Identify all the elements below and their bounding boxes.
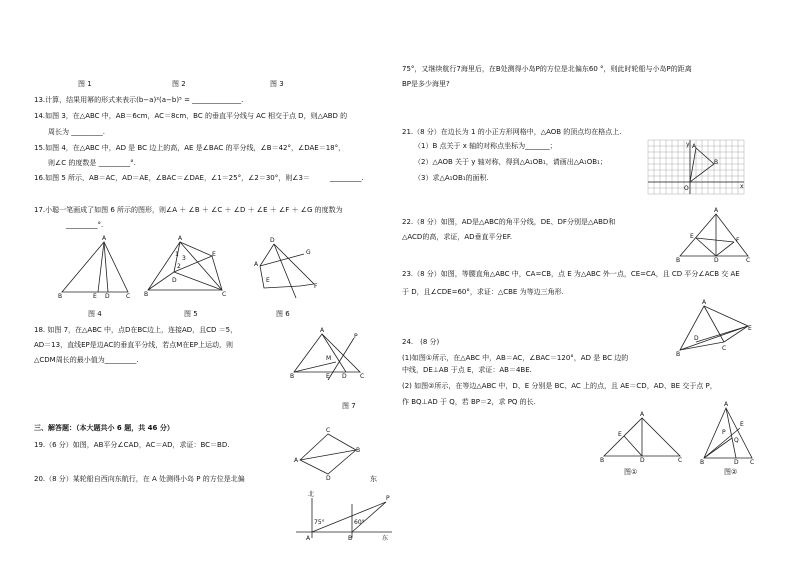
svg-text:E: E (212, 251, 216, 258)
svg-text:D: D (734, 459, 739, 466)
fig4-label: 图 4 (88, 310, 102, 318)
svg-text:F: F (314, 283, 318, 290)
question-16-blank: _________. (330, 174, 364, 182)
svg-text:B: B (600, 457, 605, 464)
fig1-label: 图 1 (78, 80, 92, 88)
question-20-cont2: BP是多少海里? (402, 80, 450, 88)
svg-text:M: M (326, 355, 332, 362)
fig3-label: 图 3 (270, 80, 284, 88)
question-23-line1: 23.（8 分）如图，等腰直角△ABC 中，CA=CB，点 E 为△ABC 外一点，CE=CA，且 CD 平分∠ACB 交 AE (402, 270, 740, 278)
svg-text:C: C (678, 457, 683, 464)
figure-6 (252, 238, 322, 300)
svg-text:P: P (386, 495, 390, 502)
svg-text:A: A (254, 261, 259, 268)
svg-text:A: A (702, 299, 707, 306)
question-20-east: 东 (370, 475, 377, 483)
question-24-part2-line2: 作 BQ⊥AD 于 Q，若 BP＝2，求 PQ 的长. (402, 398, 536, 406)
question-17-line1: 17.小聪一笔画成了如图 6 所示的图形，则∠A ＋ ∠B ＋ ∠C ＋ ∠D ＋ ∠E ＋ ∠F ＋ ∠G 的度数为 (34, 206, 343, 214)
svg-text:Q: Q (734, 437, 739, 444)
fig5-label: 图 5 (184, 310, 198, 318)
svg-text:D: D (326, 475, 331, 482)
svg-text:B: B (348, 535, 353, 542)
svg-text:F: F (736, 237, 740, 244)
svg-text:A: A (640, 411, 645, 418)
question-22-line2: △ACD的高，求证，AD垂直平分EF. (402, 233, 513, 241)
angle-60-label: 60° (354, 519, 365, 526)
question-16: 16.如图 5 所示，AB＝AC，AD＝AE，∠BAC＝∠DAE，∠1＝25°，∠2＝30°，则∠3＝ (34, 174, 310, 182)
svg-text:D: D (172, 277, 177, 284)
svg-text:B: B (290, 373, 295, 380)
question-17-line2: _________°. (66, 221, 104, 229)
svg-text:P: P (722, 429, 726, 436)
svg-text:A: A (714, 207, 719, 214)
svg-text:P: P (354, 333, 358, 340)
svg-text:O: O (684, 185, 689, 192)
question-22-line1: 22.（8 分）如图，AD是△ABC的角平分线，DE、DF分别是△ABD和 (402, 218, 616, 226)
figure-7 (290, 327, 370, 382)
north-label: 北 (308, 491, 315, 498)
svg-text:B: B (144, 291, 149, 298)
svg-text:y: y (686, 141, 690, 148)
svg-text:B: B (676, 351, 681, 358)
svg-text:C: C (722, 345, 727, 352)
question-24-part1-line1: (1)如图①所示，在△ABC 中，AB＝AC，∠BAC＝120°，AD 是 BC 边的 (402, 354, 629, 362)
question-20: 20.（8 分）某轮船自西向东航行，在 A 处测得小岛 P 的方位是北偏 (34, 475, 245, 483)
svg-text:B: B (676, 257, 681, 264)
svg-text:2: 2 (177, 263, 181, 270)
svg-text:A: A (724, 401, 729, 408)
question-21-part3: （3）求△A₁OB₁的面积. (414, 174, 489, 182)
svg-text:C: C (126, 293, 131, 300)
question-18-line3: △CDM周长的最小值为_________. (34, 356, 139, 364)
svg-text:C: C (222, 291, 227, 298)
fig7-label: 图 7 (342, 402, 356, 410)
svg-text:A: A (102, 235, 107, 242)
svg-text:A: A (178, 235, 183, 242)
question-24: 24. (8 分) (402, 338, 440, 346)
question-20-cont1: 75°，又继续航行7海里后，在B处测得小岛P的方位是北偏东60 °，则此时轮船与小岛P的距离 (402, 65, 692, 73)
question-21-part2: （2）△AOB 关于 y 轴对称，得到△A₁OB₁，请画出△A₁OB₁； (414, 158, 607, 166)
svg-text:1: 1 (175, 251, 179, 258)
svg-text:C: C (360, 373, 365, 380)
question-18-line1: 18. 如图 7，在△ABC 中，点D在BC边上，连接AD，且CD ＝5， (34, 326, 238, 334)
svg-text:G: G (306, 249, 311, 256)
question-15-line2: 则∠C 的度数是 _________°. (48, 159, 136, 167)
svg-text:D: D (694, 335, 699, 342)
question-14-line2: 周长为 _________. (48, 128, 105, 136)
question-18-line2: AD＝13，直线EP是边AC的垂直平分线，若点M在EP上运动，则 (34, 341, 233, 349)
figure-22 (676, 207, 752, 264)
svg-text:3: 3 (182, 255, 186, 262)
fig6-label: 图 6 (276, 310, 290, 318)
figure-23 (676, 298, 756, 356)
fig24-2-label: 图② (724, 468, 738, 476)
question-14-line1: 14.如图 3，在△ABC 中，AB＝6cm，AC＝8cm，BC 的垂直平分线与 AC 相交于点 D，则△ABD 的 (34, 112, 348, 120)
figure-20 (296, 491, 396, 542)
svg-text:E: E (93, 293, 97, 300)
svg-text:E: E (266, 277, 270, 284)
svg-text:A: A (306, 535, 311, 542)
section-3-heading: 三、解答题：（本大题共小 6 题，共 46 分） (34, 424, 174, 432)
question-21: 21.（8 分）在边长为 1 的小正方形网格中，△AOB 的顶点均在格点上. (402, 128, 622, 136)
question-24-part2-line1: (2) 如图②所示，在等边△ABC 中，D、E 分别是 BC、AC 上的点，且 AE＝CD，AD、BE 交于点 P， (402, 382, 717, 390)
svg-text:A: A (692, 143, 697, 150)
svg-text:A: A (294, 457, 299, 464)
figure-4 (58, 235, 131, 300)
question-15-line1: 15.如图 4，在△ABC 中，AD 是 BC 边上的高，AE 是∠BAC 的平分线，∠B＝42°，∠DAE＝18°， (34, 144, 346, 152)
fig2-label: 图 2 (172, 80, 186, 88)
svg-text:D: D (105, 293, 110, 300)
east-label: 东 (382, 535, 389, 542)
question-24-part1-line2: 中线，DE⊥AB 于点 E，求证：AB＝4BE. (402, 366, 532, 374)
svg-text:C: C (746, 257, 751, 264)
svg-text:B: B (700, 459, 705, 466)
figure-24-1 (600, 412, 684, 462)
figure-5 (144, 235, 234, 298)
svg-text:E: E (748, 325, 752, 332)
svg-text:A: A (320, 327, 325, 334)
fig24-1-label: 图① (624, 468, 638, 476)
svg-text:B: B (58, 293, 63, 300)
question-19: 19.（6 分）如图，AB平分∠CAD，AC＝AD，求证：BC＝BD. (34, 441, 230, 449)
figure-24-2 (700, 401, 760, 466)
svg-text:E: E (326, 373, 330, 380)
question-23-line2: 于 D，且∠CDE=60°，求证：△CBE 为等边三角形. (402, 288, 564, 296)
svg-text:D: D (270, 237, 275, 244)
svg-text:E: E (618, 431, 622, 438)
svg-text:B: B (714, 159, 719, 166)
figure-21-grid (648, 140, 744, 194)
svg-text:D: D (640, 457, 645, 464)
svg-text:D: D (342, 373, 347, 380)
angle-75-label: 75° (314, 519, 325, 526)
svg-text:E: E (740, 421, 744, 428)
svg-text:E: E (690, 233, 694, 240)
svg-text:C: C (750, 459, 755, 466)
figure-19 (294, 427, 364, 482)
question-21-part1: （1）B 点关于 x 轴的对称点坐标为_______； (414, 142, 557, 150)
svg-text:x: x (740, 183, 744, 190)
question-13: 13.计算，结果用幂的形式来表示(b−a)²(a−b)⁵ = ______________. (34, 96, 244, 104)
svg-text:C: C (326, 427, 331, 434)
svg-text:D: D (714, 257, 719, 264)
svg-text:B: B (356, 447, 361, 454)
